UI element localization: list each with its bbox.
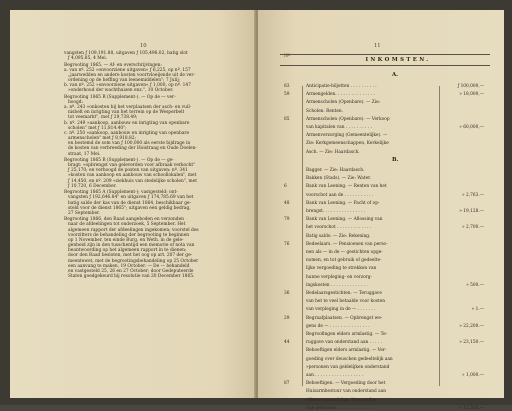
row-amount: » 500.— [466, 282, 484, 288]
row-description: Armenscholen (Openbare). — Zie: [306, 100, 381, 106]
left-page-line: door den Raad besloten, met het oog op art. 207 der ge- [68, 253, 193, 259]
row-number: 48 [284, 200, 290, 206]
left-page-line: Begrooting 1866, den Raad aangeboden en verzonden [64, 217, 184, 223]
number-column-label: Nº [284, 54, 291, 59]
left-page-line: naar de afdeelingen tot onderzoek, 5 September. Het [68, 222, 186, 228]
left-page-line: ordening op de heffing van leenemiddelen"; 7 Julij; [68, 78, 181, 84]
row-description: lijke vergoeding te strekken van [306, 266, 377, 272]
row-amount: » 18,000,— [459, 92, 484, 98]
row-description: tige personen . . . . . . . . . . . . . [306, 405, 372, 411]
left-page-line: vangsten ƒ 192,646.84" en uitgaven ƒ 174,785.69 van het [68, 195, 194, 201]
row-amount: » 22,200.— [459, 323, 484, 329]
row-description: ruggave van onderstand aan . . . . . [306, 340, 382, 346]
left-page-line: hoogd: [68, 100, 84, 105]
row-description: brengst. . . . . . . . . . . . . . . . [306, 209, 366, 214]
left-page-line: a. nº. 243 »onkosten bij het verplaatsen der asch- en vuil- [64, 105, 192, 111]
row-description: Bedeelaars. — Pensioenen van perso- [306, 241, 388, 247]
row-description: Begroofingen elders armlastig. — Te- [306, 332, 388, 337]
row-description: nomen, en tot gebruik of gedeelte- [306, 258, 382, 264]
row-description: elders woonachtige, hier armlas- [306, 397, 378, 403]
left-page-line: en vastgesteld 25, 26 en 27 October; door Gedeputeerde [68, 268, 194, 274]
left-page-line: b. van nº. 252 »onvoorziene uitgaven« ƒ 1,000, op nº. 147 [64, 83, 191, 89]
left-page-line: »onderhoud der wachthuizen enz.", 10 October. [68, 88, 174, 94]
inkomsten-title: INKOMSTEN. [365, 57, 431, 63]
row-description: Batig saldo. — Zie: Rekening. [306, 233, 371, 239]
row-number: 76 [284, 241, 290, 247]
row-description: gens de — . . . . . . . . . . . . . . . [306, 323, 370, 329]
left-page-line: ƒ 4,095.85, 4 Mei. [68, 56, 108, 62]
row-description: Bank van Leening. — Pacht of op- [306, 200, 380, 206]
row-description: van het te veel betaalde voor kosten [306, 299, 386, 305]
row-number: 59 [284, 92, 290, 98]
left-page-line: armenscholen" met ƒ 8,918.82; [68, 136, 136, 142]
row-description: Armenscholen (Openbare). — Verkoop [306, 116, 390, 122]
left-page-line: vangsten ƒ 109,191.88, uitgaven ƒ 105,496.02, batig slot [64, 51, 188, 56]
left-page-line: meentewet, met de begrootingsbehandeling op 25 October [68, 258, 199, 264]
left-page [10, 10, 256, 398]
row-description: »personen van geldelijken onderstand [306, 364, 390, 370]
row-description: Begraafplaatsen. — Opbrengst we- [306, 315, 383, 321]
left-page-line: Begrooting 1865. — Af- en overschrijvingen: [64, 62, 162, 68]
row-description: Bagger. — Zie: Haardasch. [306, 168, 365, 173]
row-description: ingskosten . . . . . . . . . . . . . . [306, 282, 368, 288]
row-number: 79 [284, 217, 290, 223]
left-page-line: ƒ 14,450, en nº. 209 »ziekhuis van stedelijke scholen", met [68, 178, 197, 184]
section-a-heading: A. [392, 72, 399, 78]
left-page-number: 10 [140, 43, 147, 49]
row-amount: ƒ 100,000,— [457, 84, 484, 89]
row-number: 85 [284, 116, 290, 122]
left-page-line: steld voor de dienst 1865"; uitgaven een geldig bedrag, [68, 205, 191, 211]
row-amount: » 2,700.— [462, 225, 484, 231]
left-page-line: bragt: »opbrengst van geleverden voor afbraak verkocht" [68, 163, 196, 169]
row-description: Armenverzorging (Gemeentelijke). — [306, 133, 388, 139]
row-description: Bank van Leening. — Aflossing van [306, 217, 383, 223]
row-number: 29 [284, 315, 290, 321]
left-page-line: op 1 November, ten einde Burg. en Weth. in de gele- [68, 237, 184, 243]
row-number: 83 [284, 84, 290, 89]
row-description: Bakken (Stads). — Zie: Water. [306, 176, 372, 182]
left-page-line: 27 September. [68, 210, 101, 216]
left-page-line: algemeen rapport der afdeelingen ingekomen; voorstel des [68, 227, 199, 233]
left-page-line: »kosten van aankoop en aanbouw van schoollokalen", met [68, 173, 197, 179]
right-page-number: 11 [374, 43, 381, 49]
left-page-text [64, 51, 240, 279]
left-page-line: Begrooting 1865 A (Supplement-); vastgesteld: ont- [64, 190, 178, 196]
left-page-line: genheid zijn in den tusschentijd een memorie of nota van [68, 243, 195, 249]
row-amount: » 1.— [471, 307, 484, 313]
left-page-line: ƒ 25,170; en verhoogd de posten van uitgaven: nº. 341 [68, 168, 188, 174]
row-description: goeding over deuschen gedeeltelijk aan [306, 356, 393, 362]
row-description: Asch. — Zie: Haardasch. [306, 149, 360, 155]
row-description: van kapitalen van . . . . . . . . . . [306, 125, 372, 130]
row-description: van verpleging in de — . . . . . . . [306, 307, 376, 313]
row-description: Scholen. Renten. [306, 108, 344, 114]
row-description: Zie: Kerkgemeenschappen, Kerkelijke [306, 141, 389, 147]
row-description: het voorschot . . . . . . . . . . . . . [306, 225, 372, 231]
row-description: Anticipatie-biljetten . . . . . . . . . . [306, 84, 377, 89]
left-page-line: b. nº. 249 »aankoop, aanbouw en inrigting van openbare [64, 120, 190, 126]
left-page-line: scholen" met ƒ 11,814.40"; [68, 125, 127, 131]
left-page-line: Begrooting 1865 B (Supplement-). — Op de — ver- [64, 94, 176, 100]
row-amount: » 60,000,— [459, 125, 484, 130]
row-number: 87 [284, 381, 290, 387]
row-description: hunne verpleging- en verzorg- [306, 274, 372, 280]
row-description: Bedelaarsgestichten. — Teruggave [306, 291, 382, 296]
left-page-line: a. van nº. 252 »onvoorziene uitgaven« ƒ 6,225, op nº. 157 [64, 67, 191, 73]
row-description: Huisarmbestuur van onderstand aan [306, 389, 387, 395]
right-page [258, 10, 504, 411]
left-page-line: nisbelt en inrigting van het terrein op de Wesperbelt [68, 110, 185, 116]
row-description: Armengelden. . . . . . . . . . . . . . . [306, 92, 375, 98]
left-page-line: Begrooting 1865 B (Supplement-). — Op de — ge- [64, 158, 174, 164]
top-rule [280, 54, 490, 55]
section-b-heading: B. [392, 157, 399, 163]
row-description: Behoeftigen elders armlastig. — Ver- [306, 348, 387, 354]
row-amount: » 19,128.— [459, 209, 484, 214]
left-page-line: beantwoording op het algemeen rapport in te dienen; [68, 248, 187, 254]
left-page-line: straat, 17 Mei. [68, 151, 101, 157]
row-amount: » 23,150.— [459, 340, 484, 346]
row-description: Behoeftigen. — Vergoeding door het [306, 381, 386, 387]
row-description: nen als — in de — gestichten opge- [306, 250, 383, 255]
title-rule [280, 65, 490, 66]
row-description: voorschot aan de . . . . . . . . . . . [306, 192, 374, 198]
amount-column-rule [439, 86, 440, 386]
left-page-line: c. nº. 250 »aankoop, aanbouw en inrigting van openbare [64, 130, 190, 136]
left-page-line: ƒ 10,720, 6 December. [68, 183, 117, 189]
row-number: 36 [284, 291, 290, 296]
row-amount: » 2,763.— [462, 192, 484, 198]
left-page-line: „jaarwedden en andere kosten voortvloeijende uit de ver- [68, 72, 195, 78]
row-description: aan . . . . . . . . . . . . . . . . . . [306, 373, 364, 378]
left-page-line: de kosten van verbreeding der Hoistraag en Oude Doelen- [68, 146, 197, 152]
left-page-line: voorzitters de behandeling der begrooting te beginnen [68, 232, 190, 238]
row-number: 6 [284, 184, 287, 190]
row-amount: » 1,000.— [462, 373, 484, 378]
left-page-line: en bestemd de som van ƒ 100,000 als eerste bijdrage in [68, 141, 191, 147]
left-page-line: tot veemarkt", met ƒ 29,738.49; [68, 115, 138, 121]
row-amount: » 11,500.— [459, 405, 484, 411]
left-page-line: Staten goedgekeurd bij resolutie van 20 December 1865. [68, 274, 195, 280]
number-column-rule [302, 86, 303, 386]
left-page-line: batig saldo der kas van de dienst 1864, beschikbaar ge- [68, 200, 192, 206]
left-page-line: een aanvang te maken, 19 October. — De — behandeld [68, 263, 190, 269]
row-number: 44 [284, 340, 290, 346]
row-description: Bank van Leening. — Renten van het [306, 184, 387, 190]
